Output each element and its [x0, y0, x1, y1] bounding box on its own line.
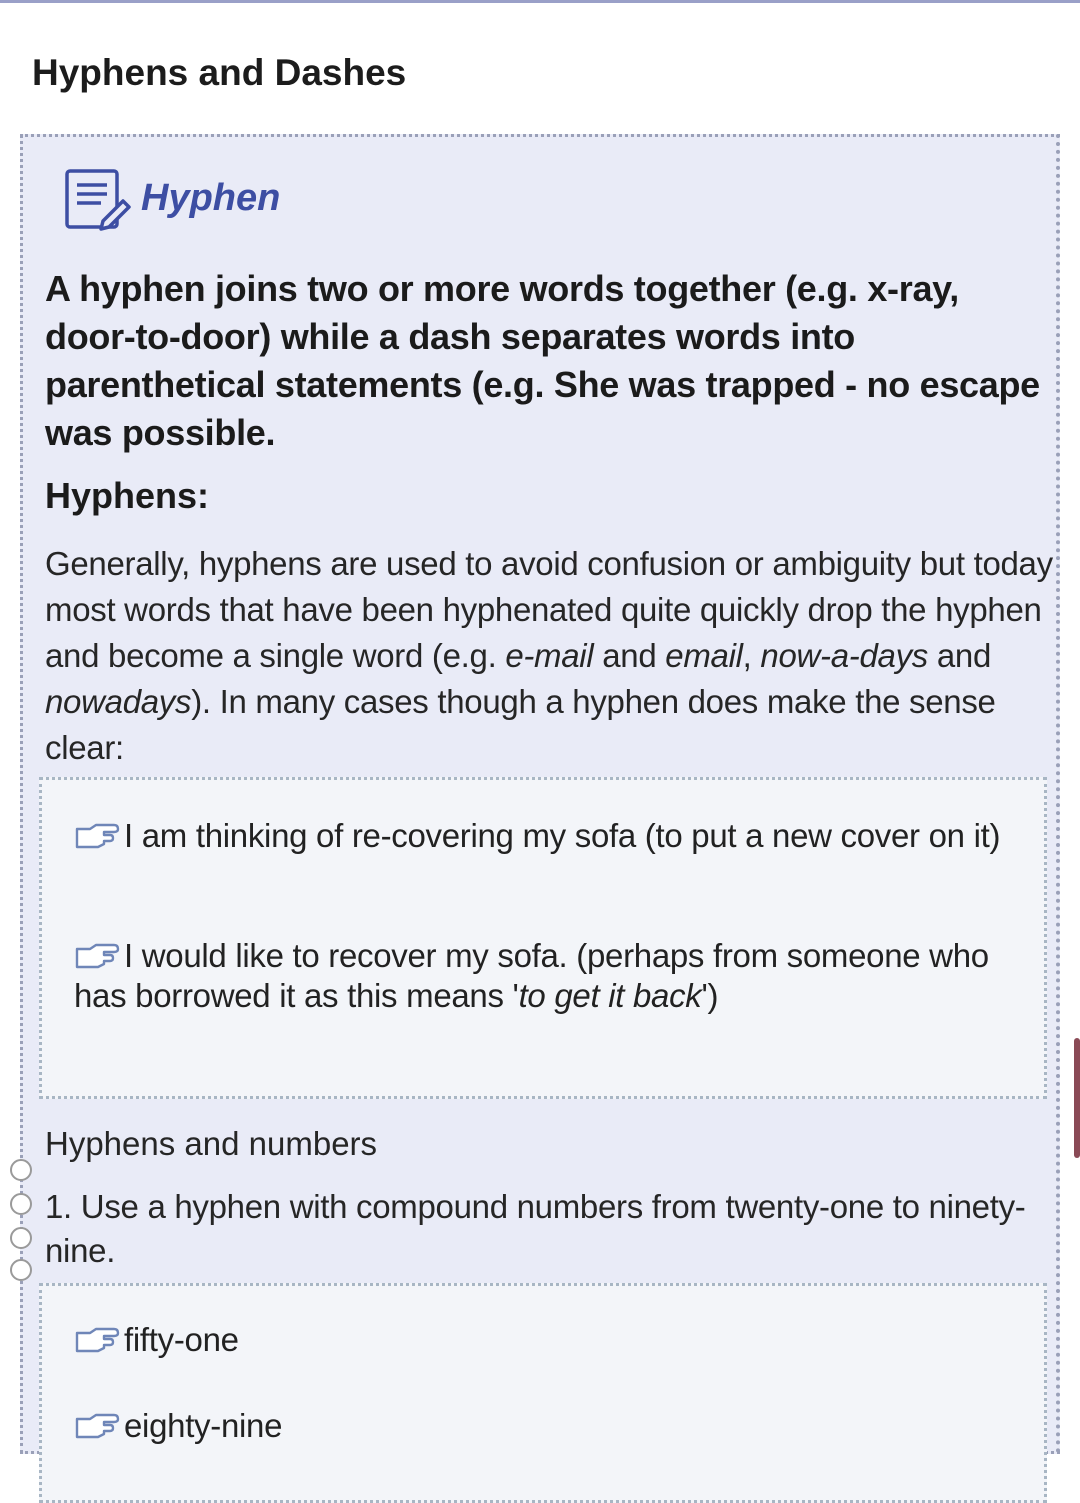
- numbers-rule: 1. Use a hyphen with compound numbers from twenty-one to ninety-nine.: [45, 1188, 1026, 1269]
- number-example-box: [39, 1283, 1047, 1503]
- page-title: Hyphens and Dashes: [32, 52, 407, 93]
- paragraph-example: email: [665, 637, 743, 674]
- hyphen-paragraph: [45, 541, 1055, 771]
- section-header: [63, 165, 280, 231]
- subheading: Hyphens:: [45, 475, 210, 516]
- pointing-hand-icon: [74, 943, 120, 969]
- example-text: I am thinking of re-covering my sofa (to put a new cover on it): [124, 817, 1001, 854]
- list-item: [74, 1406, 1034, 1446]
- list-item: [74, 816, 1034, 856]
- example-text: I would like to recover my sofa. (perhaps from someone who has borrowed it as this means ': [74, 937, 989, 1014]
- pointing-hand-icon: [74, 823, 120, 849]
- paragraph-text: Generally, hyphens are used to avoid confusion or ambiguity but today most words that have been hyphenated quite quickly drop the hyphen and become a single word (e.g.: [45, 545, 1053, 674]
- paragraph-example: now-a-days: [760, 637, 928, 674]
- paragraph-example: e-mail: [505, 637, 594, 674]
- paragraph-text: and: [593, 637, 666, 674]
- example-emphasis: to get it back: [518, 977, 702, 1014]
- hyphen-section-card: [20, 134, 1060, 1454]
- example-text: fifty-one: [124, 1321, 239, 1358]
- numbers-heading: Hyphens and numbers: [45, 1125, 378, 1162]
- paragraph-text: and: [927, 637, 991, 674]
- example-text: eighty-nine: [124, 1407, 283, 1444]
- paragraph-text: ,: [742, 637, 761, 674]
- drag-handle[interactable]: [8, 1156, 36, 1284]
- paragraph-text: ). In many cases though a hyphen does make the sense clear:: [45, 683, 996, 766]
- paragraph-example: nowadays: [45, 683, 192, 720]
- pointing-hand-icon: [74, 1413, 120, 1439]
- pointing-hand-icon: [74, 1327, 120, 1353]
- notes-edit-icon: [63, 165, 133, 231]
- scrollbar[interactable]: [1074, 1038, 1080, 1158]
- section-title: Hyphen: [141, 176, 281, 219]
- top-divider: [0, 0, 1080, 3]
- lead-paragraph: A hyphen joins two or more words together (e.g. x-ray, door-to-door) while a dash separates words into parenthetical statements (e.g. She was trapped - no escape was possible.: [45, 268, 1040, 453]
- list-item: [74, 1320, 1034, 1360]
- list-item: [74, 936, 1034, 1016]
- example-text: '): [701, 977, 719, 1014]
- example-box: [39, 777, 1047, 1099]
